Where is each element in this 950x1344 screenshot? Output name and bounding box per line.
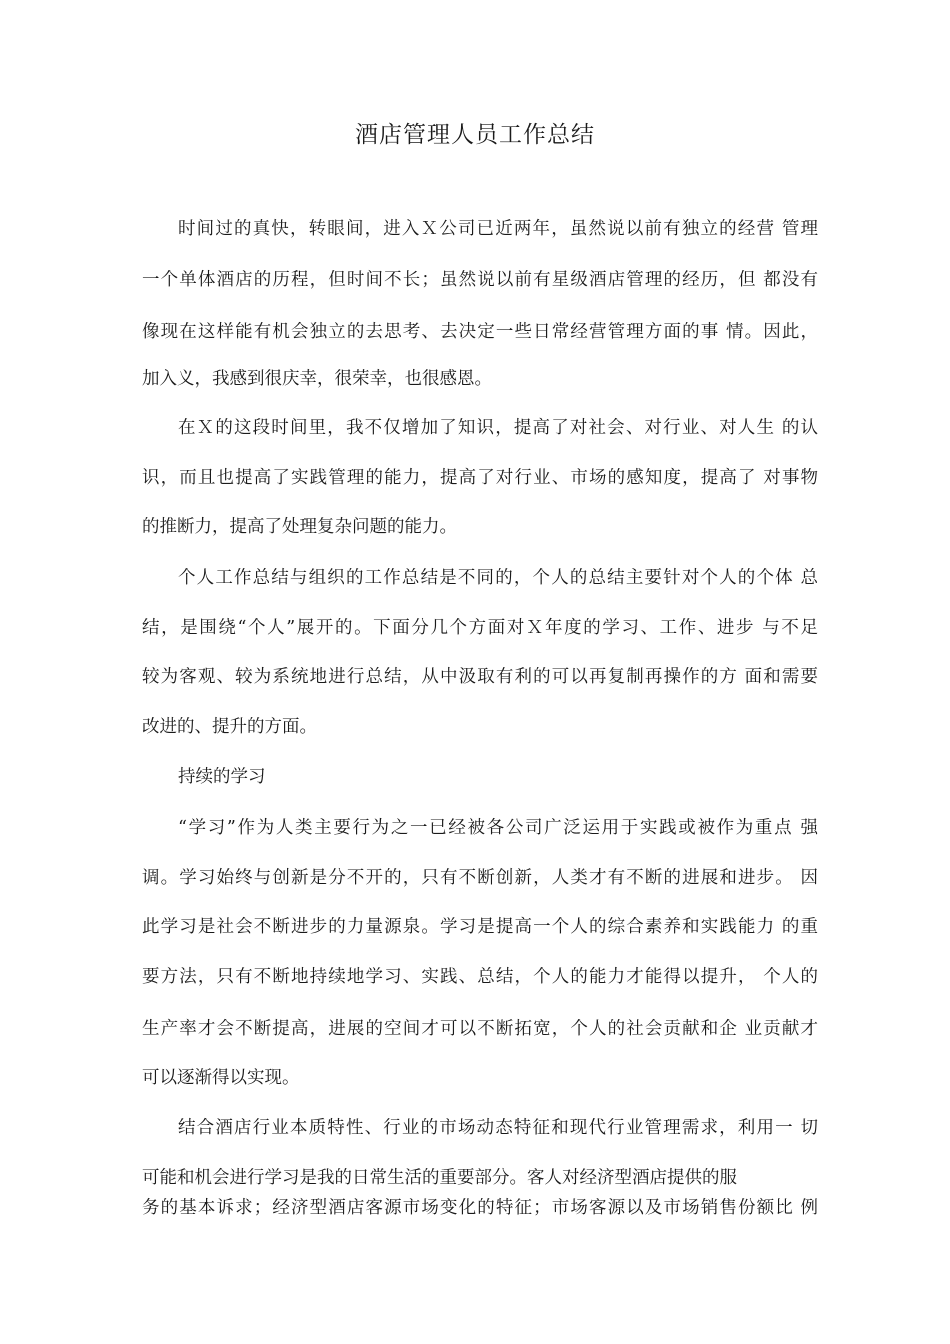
paragraph-line: 较为客观、较为系统地进行总结，从中汲取有利的可以再复制再操作的方 面和需要 xyxy=(142,667,818,687)
paragraph-line: 的推断力，提高了处理复杂问题的能力。 xyxy=(142,517,457,537)
section-heading: 持续的学习 xyxy=(178,767,266,787)
paragraph-line: 要方法，只有不断地持续地学习、实践、总结，个人的能力才能得以提升， 个人的 xyxy=(142,967,818,987)
paragraph-line: 改进的、提升的方面。 xyxy=(142,717,317,737)
paragraph-line: 生产率才会不断提高，进展的空间才可以不断拓宽，个人的社会贡献和企 业贡献才 xyxy=(142,1019,818,1039)
paragraph-line: 加入义，我感到很庆幸，很荣幸，也很感恩。 xyxy=(142,369,492,389)
paragraph-line: “学习”作为人类主要行为之一已经被各公司广泛运用于实践或被作为重点 强 xyxy=(178,818,818,838)
paragraph-line: 结合酒店行业本质特性、行业的市场动态特征和现代行业管理需求，利用一 切 xyxy=(178,1118,818,1138)
paragraph-line: 在Ｘ的这段时间里，我不仅增加了知识，提高了对社会、对行业、对人生 的认 xyxy=(178,418,818,438)
paragraph-line: 个人工作总结与组织的工作总结是不同的，个人的总结主要针对个人的个体 总 xyxy=(178,568,818,588)
paragraph-line: 此学习是社会不断进步的力量源泉。学习是提高一个人的综合素养和实践能力 的重 xyxy=(142,917,818,937)
paragraph-line: 务的基本诉求；经济型酒店客源市场变化的特征；市场客源以及市场销售份额比 例 xyxy=(142,1198,818,1218)
paragraph-line: 可能和机会进行学习是我的日常生活的重要部分。客人对经济型酒店提供的服 xyxy=(142,1168,737,1188)
paragraph-line: 可以逐渐得以实现。 xyxy=(142,1068,300,1088)
paragraph-line: 时间过的真快，转眼间，进入Ｘ公司已近两年，虽然说以前有独立的经营 管理 xyxy=(178,219,818,239)
paragraph-line: 像现在这样能有机会独立的去思考、去决定一些日常经营管理方面的事 情。因此， xyxy=(142,322,818,342)
paragraph-line: 调。学习始终与创新是分不开的，只有不断创新，人类才有不断的进展和进步。 因 xyxy=(142,868,818,888)
document-title: 酒店管理人员工作总结 xyxy=(355,122,595,148)
paragraph-line: 识，而且也提高了实践管理的能力，提高了对行业、市场的感知度，提高了 对事物 xyxy=(142,468,818,488)
paragraph-line: 结，是围绕“个人”展开的。下面分几个方面对Ｘ年度的学习、工作、进步 与不足 xyxy=(142,618,818,638)
paragraph-line: 一个单体酒店的历程，但时间不长；虽然说以前有星级酒店管理的经历，但 都没有 xyxy=(142,270,818,290)
